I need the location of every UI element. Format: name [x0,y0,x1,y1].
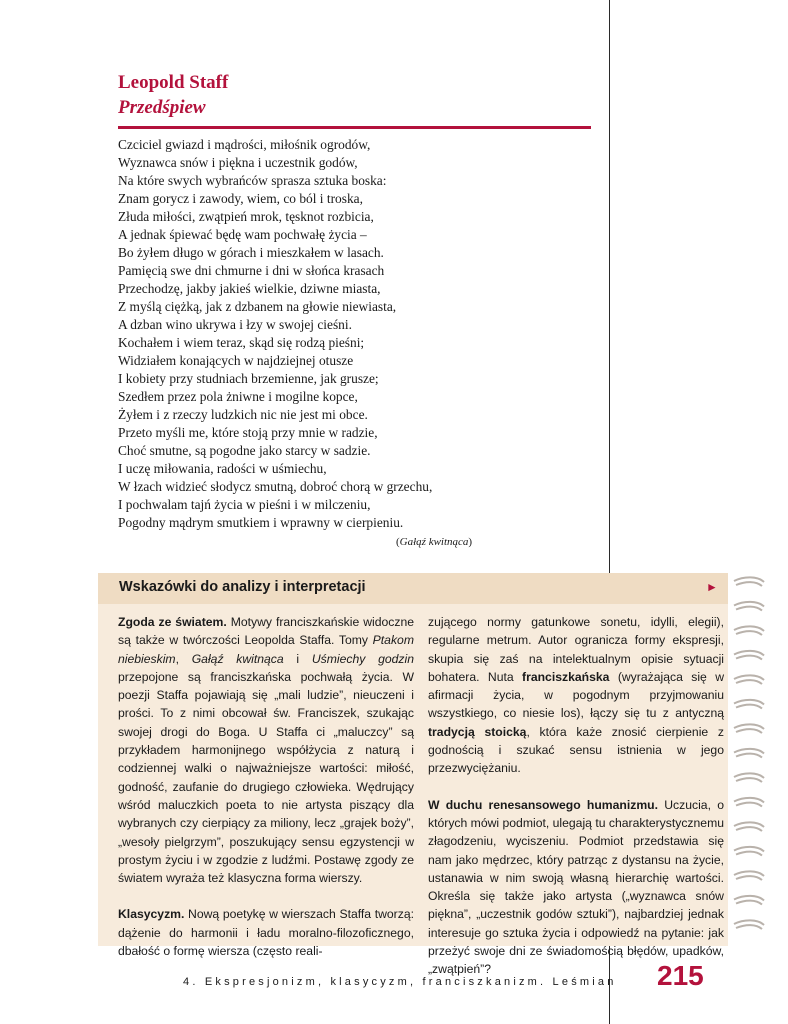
paragraph-text: , [175,651,192,666]
spiral-ring [734,896,764,905]
poem-line: Szedłem przez pola żniwne i mogilne kopce, [118,389,358,404]
analysis-paragraph [118,905,414,960]
title-rule [118,126,591,129]
source-title: Gałąź kwitnąca [399,536,469,548]
poem-line: W łzach widzieć słodycz smutną, dobroć chorą w grzechu, [118,479,433,494]
poem-line: A jednak śpiewać będę wam pochwałę życia – [118,227,367,242]
poem-line: I kobiety przy studniach brzemienne, jak grusze; [118,371,379,386]
poem-line: Przeto myśli me, które stoją przy mnie w radzie, [118,425,378,440]
analysis-box-title: Wskazówki do analizy i interpretacji [119,579,366,595]
poem-line: Żyłem i z rzeczy ludzkich nic nie jest mi obce. [118,407,368,422]
page-number: 215 [657,960,704,991]
spiral-ring [734,577,764,586]
paragraph-heading: Klasycyzm. [118,907,185,922]
paragraph-text: przepojone są franciszkańska pochwałą życia. W poezji Staffa pojawiają się „mali ludzie”, nieuczeni i prości. To z nimi obcował św. Franciszek, szukając swojej drogi do Boga. U Staffa ci „maluczcy” są przykładem harmonijnego współżycia z naturą i codziennej walki o najważniejsze wartości: miłość, godność, zaufanie do drugiego człowieka. Wędrujący wśród maluczkich poeta to nie artysta piszący dla wybranych czy cierpiący za miliony, lecz „grajek boży”, „wesoły pielgrzym”, poszukujący sensu egzystencji w prostym życiu i w zgodzie z ludźmi. Postawę zgody ze światem wyraża też klasyczna forma wierszy. [118,669,414,886]
paragraph-heading: W duchu renesansowego humanizmu. [428,797,658,812]
spiral-ring [734,675,764,684]
spiral-ring [734,700,764,709]
paragraph-text: i [283,651,312,666]
spiral-ring [734,626,764,635]
poem-title: Przedśpiew [118,97,206,118]
poem-line: Widziałem konających w najdziejnej otusze [118,353,354,368]
poem-author: Leopold Staff [118,72,229,93]
paragraph-text: zującego normy gatunkowe sonetu, idylli, elegii), regularne metrum. Autor ogranicza formy ekspresji, skupia się zaś na intelektualnym opisie sytuacji bohatera. Nuta [428,615,724,684]
poem-line: Choć smutne, są pogodne jako starcy w sadzie. [118,443,371,458]
key-term: tradycją stoicką [428,724,527,739]
poem-text [118,136,432,532]
paragraph-heading: Zgoda ze światem. [118,615,227,629]
poem-line: Bo żyłem długo w górach i mieszkałem w lasach. [118,245,384,260]
spiral-ring [734,822,764,831]
poem-line: I pochwalam tajń życia w pieśni i w milczeniu, [118,497,371,512]
poem-source [396,536,472,548]
poem-line: Znam gorycz i zawody, wiem, co ból i troska, [118,191,363,206]
spiral-ring [734,920,764,929]
footer-chapter-title: 4. Ekspresjonizm, klasycyzm, franciszkanizm. Leśmian [183,976,617,988]
analysis-box-header [98,573,728,604]
source-close-paren: ) [468,536,473,548]
poem-line: Złuda miłości, zwątpień mrok, tęsknot rozbicia, [118,209,374,224]
analysis-column-right [428,613,724,979]
spiral-ring [734,749,764,758]
analysis-column-left [118,613,414,960]
spiral-ring [734,871,764,880]
poem-line: Na które swych wybrańców sprasza sztuka boska: [118,173,387,188]
poem-line: Pamięcią swe dni chmurne i dni w słońca krasach [118,263,385,278]
key-term: franciszkańska [522,669,610,684]
paragraph-text: Nową poetykę w wierszach Staffa tworzą: dążenie do harmonii i ładu moralno-filozoficznego, dbałość o formę wiersza (często reali- [118,907,414,959]
poem-line: Czciciel gwiazd i mądrości, miłośnik ogrodów, [118,137,371,152]
book-title: Uśmiechy godzin [311,651,414,666]
spiral-ring [734,651,764,660]
paragraph-text: (wyrażająca się w afirmacji życia, w pogodnym przyjmowaniu wszystkiego, co niesie los), łączy się tu z antyczną [428,669,725,721]
spiral-ring [734,773,764,782]
spiral-ring [734,724,764,733]
book-title: Gałąź kwitnąca [191,651,284,666]
analysis-paragraph [428,613,724,778]
spiral-ring [734,847,764,856]
poem-line: A dzban wino ukrywa i łzy w swojej cieśni. [118,317,352,332]
spiral-binding-decoration [732,573,766,946]
paragraph-text: , która każe znosić cierpienie z godnością i szukać sensu istnienia w jego przezwyciężaniu. [428,724,724,776]
paragraph-text: Motywy franciszkańskie widoczne są także w twórczości Leopolda Staffa. Tomy [118,615,414,648]
book-title: Ptakom niebieskim [118,633,414,666]
poem-line: I uczę miłowania, radości w uśmiechu, [118,461,327,476]
poem-line: Kochałem i wiem teraz, skąd się rodzą pieśni; [118,335,365,350]
arrow-right-icon: ► [706,580,718,594]
paragraph-text: Uczucia, o których mówi podmiot, ulegają tu charakterystycznemu złagodzeniu, wyciszeniu. Podmiot przedstawia się nam jako mędrzec, który patrząc z dystansu na życie, ustanawia w nim swoją własną hierarchię wartości. Określa się także jako artysta („wyznawca snów piękna”, „uczestnik godów sztuki”), najbardziej jednak interesuje go sztuka życia i odpowiedź na pytanie: jak przeżyć swoje dni ze świadomością błędów, upadków, „zwątpień”? [428,797,725,977]
spiral-ring [734,798,764,807]
analysis-paragraph [118,613,414,887]
source-open-paren: ( [396,536,400,548]
poem-line: Pogodny mądrym smutkiem i wprawny w cierpieniu. [118,515,404,530]
analysis-paragraph [428,796,724,979]
poem-line: Przechodzę, jakby jakieś wielkie, dziwne miasta, [118,281,381,296]
spiral-ring [734,602,764,611]
poem-line: Z myślą ciężką, jak z dzbanem na głowie niewiasta, [118,299,397,314]
poem-line: Wyznawca snów i piękna i uczestnik godów, [118,155,358,170]
